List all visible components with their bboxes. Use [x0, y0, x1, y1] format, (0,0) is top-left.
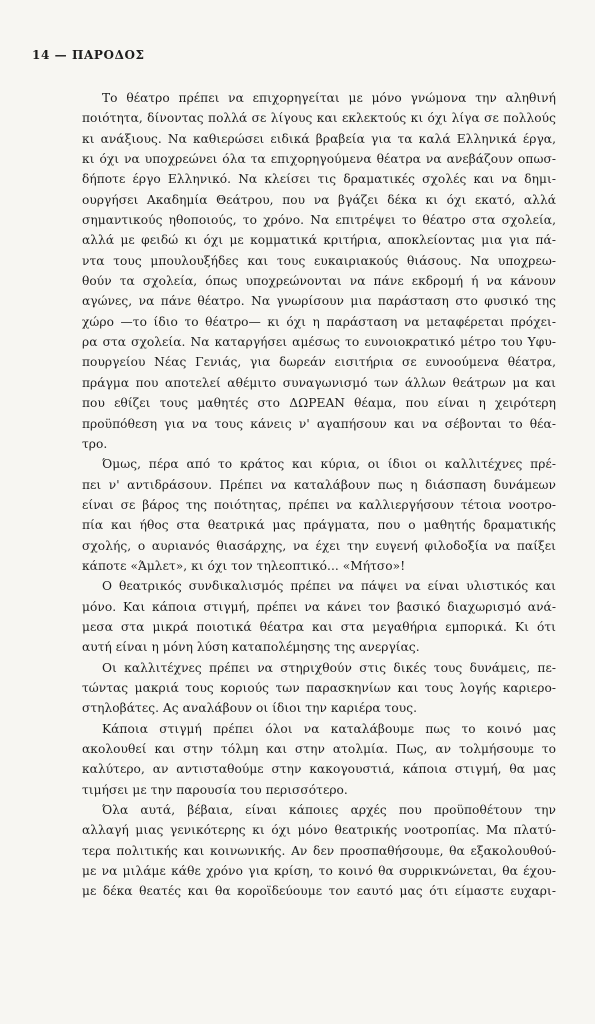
text-line: κι ανάξιους. Να καθιερώσει ειδικά βραβεία για τα καλά Ελληνικά έργα, [82, 131, 556, 146]
text-line: με δέκα θεατές και θα κοροϊδεύουμε τον εαυτό μας ότι είμαστε ευχαρι- [82, 884, 556, 899]
text-line: ντα τους μπουλουξήδες και τους ευκαιριακούς θιάσους. Να υποχρεω- [82, 253, 556, 268]
running-head: 14 — ΠΑΡΟΔΟΣ [32, 48, 145, 62]
text-line: τερα πολιτικής και κοινωνικής. Αν δεν προσπαθήσουμε, θα εξακολουθού- [82, 843, 556, 858]
body-text [82, 88, 556, 902]
text-line: αλλά με φειδώ κι όχι με κομματικά κριτήρια, αποκλείοντας μια για πά- [82, 233, 556, 248]
text-line: σημαντικούς ηθοποιούς, το χρόνο. Να επιτρέψει το θέατρο στα σχολεία, [82, 213, 556, 228]
text-line: Ο θεατρικός συνδικαλισμός πρέπει να πάψει να είναι υλιστικός και [102, 579, 556, 594]
text-line: μεσα στα μικρά ποιοτικά θέατρα και στα μεγαθήρια εμπορικά. Κι ότι [82, 619, 556, 634]
paragraph [82, 719, 556, 800]
text-line: τώντας μακριά τους κοριούς των παρασκηνίων και τους λογής καριερο- [82, 680, 556, 695]
text-line: στηλοβάτες. Ας αναλάβουν οι ίδιοι την καριέρα τους. [82, 701, 418, 716]
text-line: χώρο —το ίδιο το θέατρο— κι όχι η παράσταση να μεταφέρεται πρόχει- [82, 314, 556, 329]
paragraph [82, 800, 556, 902]
text-line: αγώνες, να πάνε θέατρο. Να γνωρίσουν μια παράσταση στο φυσικό της [82, 294, 556, 309]
text-line: τιμήσει με την παρουσία του περισσότερο. [82, 782, 348, 797]
text-line: πράγμα που αποτελεί αθέμιτο συναγωνισμό των άλλων θεάτρων μα και [82, 375, 556, 390]
text-line: δήποτε έργο Ελληνικό. Να κλείσει τις δραματικές σχολές και να δημι- [82, 172, 556, 187]
text-line: αλλαγή μιας γενικότερης κι όχι μόνο θεατρικής νοοτροπίας. Μα πλατύ- [82, 823, 556, 838]
text-line: τρο. [82, 436, 108, 451]
paragraph [82, 658, 556, 719]
text-line: Όμως, πέρα από το κράτος και κύρια, οι ίδιοι οι καλλιτέχνες πρέ- [102, 457, 556, 472]
text-line: αυτή είναι η μόνη λύση καταπολέμησης της ανεργίας. [82, 640, 420, 655]
paragraph [82, 88, 556, 454]
text-line: πουργείου Νέας Γενιάς, για δωρεάν εισιτήρια σε ευνοούμενα θέατρα, [82, 355, 556, 370]
text-line: Κάποια στιγμή πρέπει όλοι να καταλάβουμε πως το κοινό μας [102, 721, 556, 736]
text-line: Οι καλλιτέχνες πρέπει να στηριχθούν στις δικές τους δυνάμεις, πε- [102, 660, 556, 675]
paragraph [82, 576, 556, 657]
text-line: είναι σε βάρος της ποιότητας, πρέπει να καλλιεργήσουν τέτοια νοοτρο- [82, 497, 556, 512]
text-line: προϋπόθεση για να τους κάνεις ν' αγαπήσουν και να σέβονται το θέα- [82, 416, 556, 431]
text-line: μόνο. Και κάποια στιγμή, πρέπει να κάνει τον βασικό διαχωρισμό ανά- [82, 599, 556, 614]
text-line: θούν τα σχολεία, όπως υποχρεώνονται να πάνε εκδρομή ή να κάνουν [82, 274, 556, 289]
text-line: κι όχι να υποχρεώνει όλα τα επιχορηγούμενα θέατρα να ανεβάζουν οπωσ- [82, 152, 556, 167]
text-line: ποιότητα, δίνοντας πολλά σε λίγους και εκλεκτούς κι όχι λίγα σε πολλούς [82, 111, 556, 126]
text-line: που εθίζει τους μαθητές στο ΔΩΡΕΑΝ θέαμα, που είναι η χειρότερη [82, 396, 556, 411]
paragraph [82, 454, 556, 576]
text-line: Όλα αυτά, βέβαια, είναι κάποιες αρχές που προϋποθέτουν την [102, 803, 556, 818]
text-line: με να μιλάμε κάθε χρόνο για κρίση, το κοινό θα συρρικνώνεται, θα έχου- [82, 864, 556, 879]
text-line: πει ν' αντιδράσουν. Πρέπει να καταλάβουν πως η διάσπαση δυνάμεων [82, 477, 556, 492]
text-line: Το θέατρο πρέπει να επιχορηγείται με μόνο γνώμονα την αληθινή [102, 91, 556, 105]
text-line: κάποτε «Άμλετ», κι όχι τον τηλεοπτικό... «Μήτσο»! [82, 558, 406, 573]
text-line: ακολουθεί και στην τόλμη και στην ατολμία. Πως, αν τολμήσουμε το [82, 742, 556, 756]
text-line: ρα στα σχολεία. Να καταργήσει αμέσως το ευνοιοκρατικό μέτρο του Υφυ- [82, 335, 556, 350]
text-line: ουργήσει Ακαδημία Θεάτρου, που να βγάζει δέκα κι όχι εκατό, αλλά [82, 192, 556, 207]
text-line: σχολής, ο αυριανός θιασάρχης, να έχει την ευγενή φιλοδοξία να παίξει [82, 538, 556, 553]
text-line: πία και ήθος στα θεατρικά μας πράγματα, που ο μαθητής δραματικής [82, 518, 556, 533]
text-line: καλύτερο, αν αντισταθούμε στην κακογουστιά, κάποια στιγμή, θα μας [82, 762, 556, 777]
